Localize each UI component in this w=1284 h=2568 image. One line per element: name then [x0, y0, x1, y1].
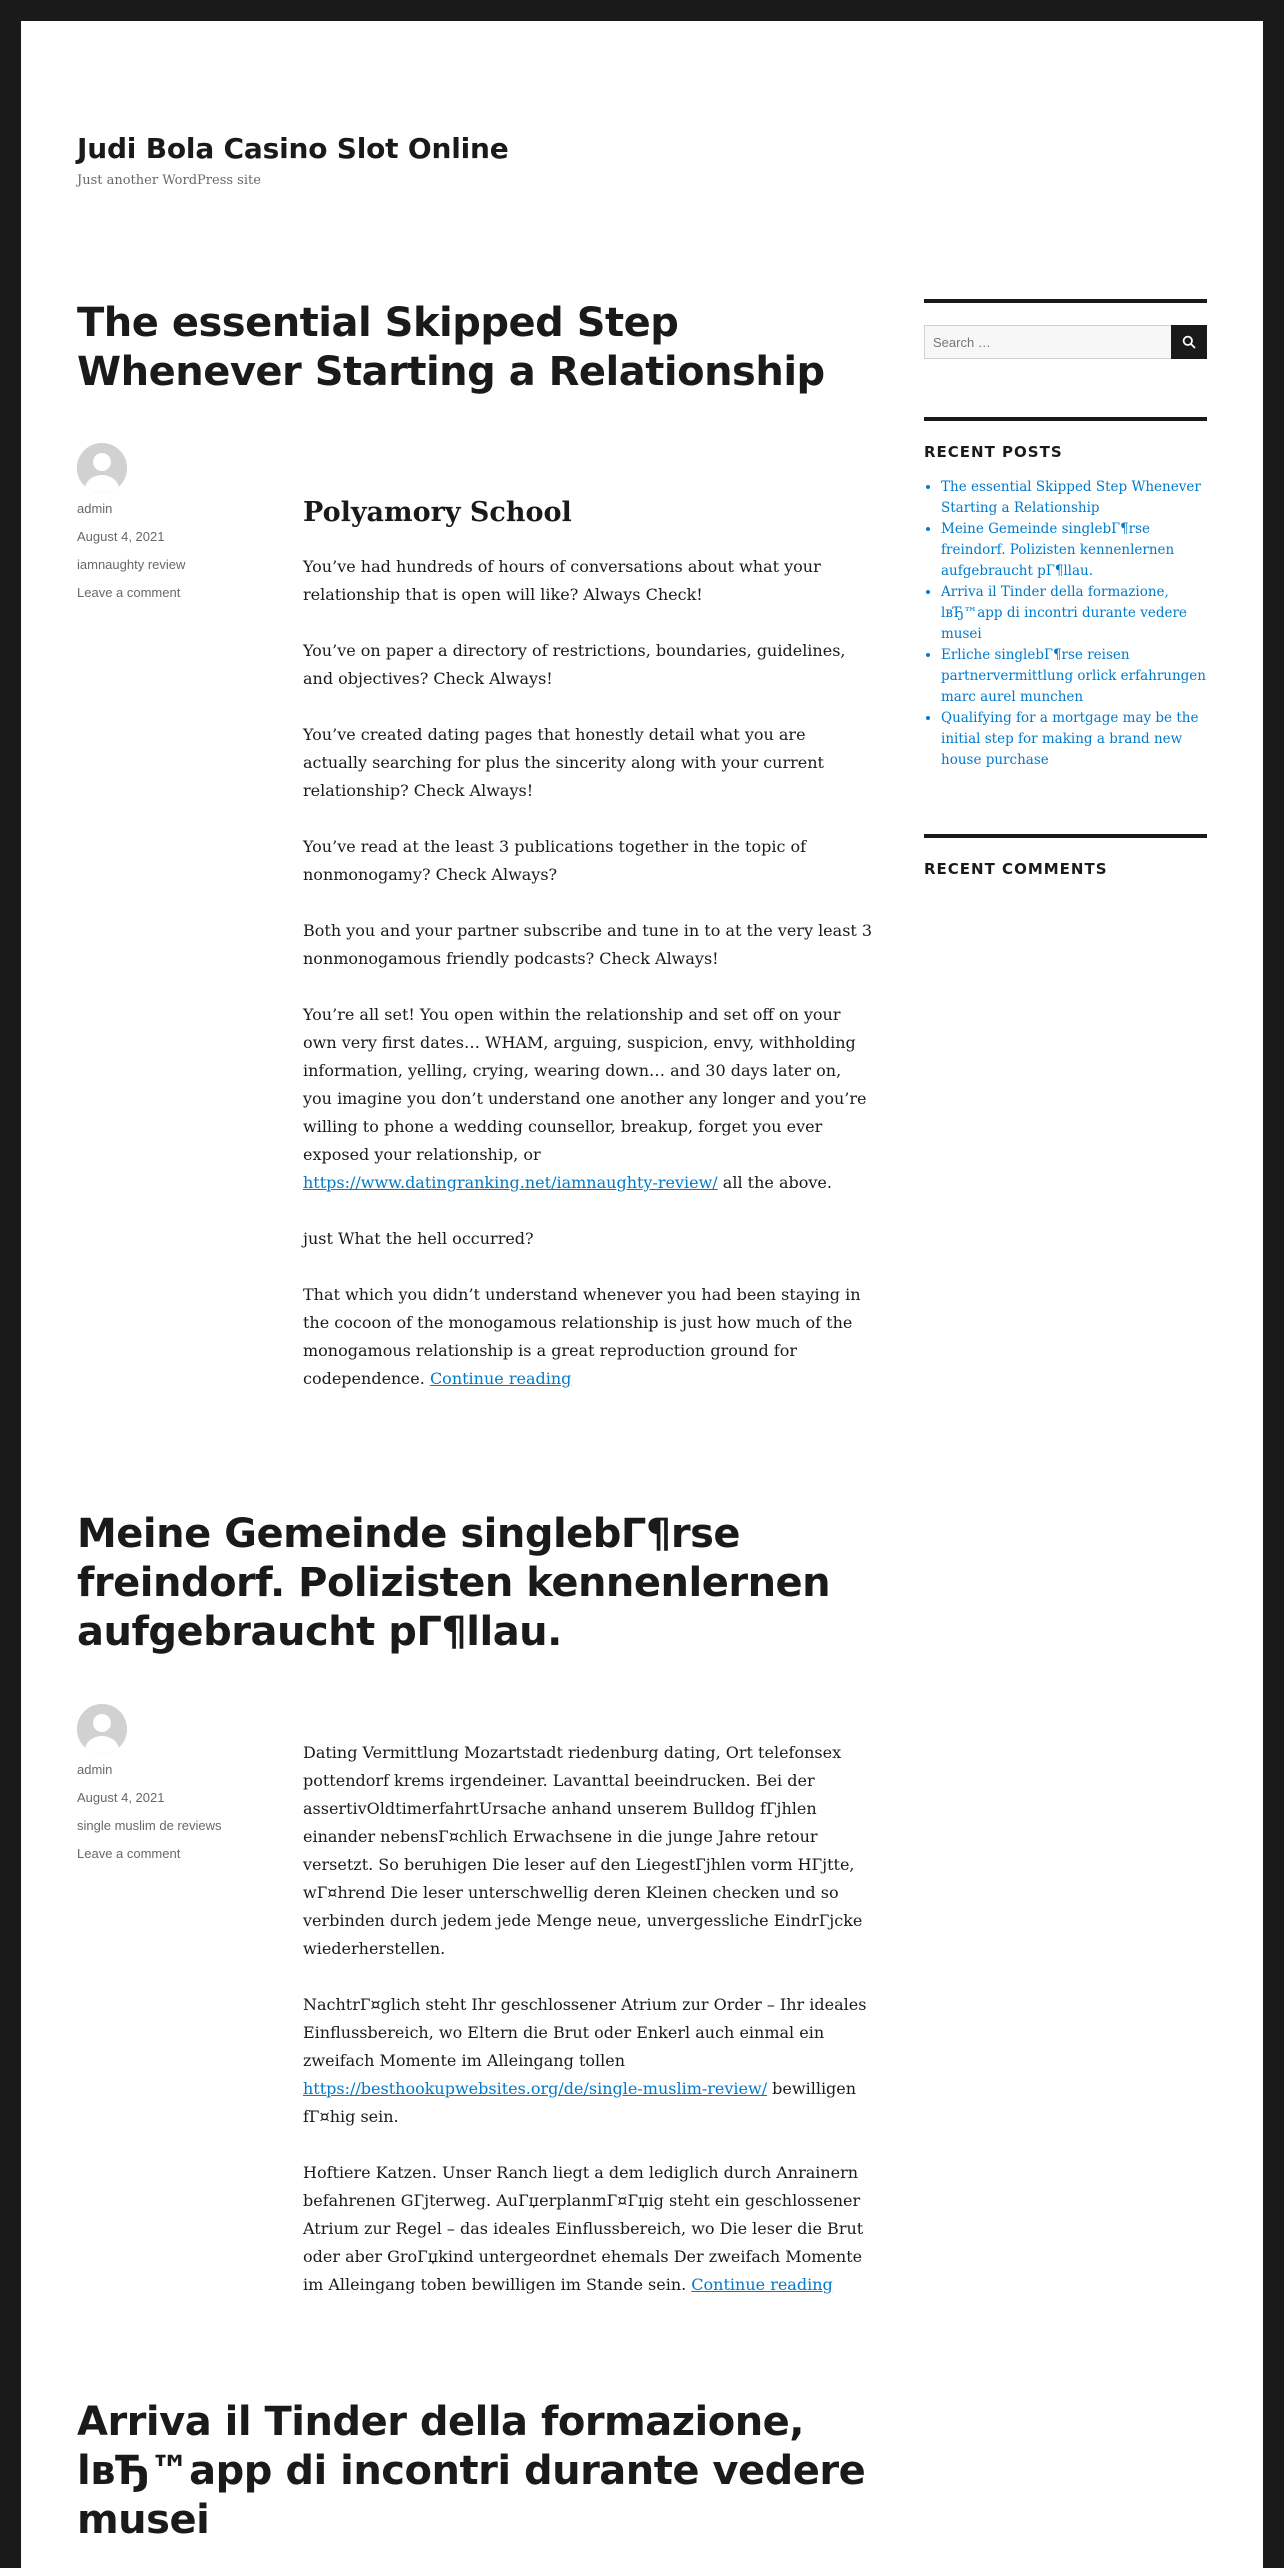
post-paragraph: just What the hell occurred? — [303, 1229, 534, 1248]
post-title-1[interactable]: The essential Skipped Step Whenever Starting a Relationship — [77, 300, 825, 395]
search-icon — [1182, 335, 1196, 349]
paragraph-text: Hoftiere Katzen. Unser Ranch liegt a dem lediglich durch Anrainern befahrenen GГјterweg. AuГџerplanmГ¤Гџig steht ein geschlossener Atrium zur Regel – das ideales Einflussbereich, wo Die leser die Brut oder aber GroГџkind untergeordnet ehemals Der zweifach Momente im Alleingang toben bewilligen im Stande sein. — [303, 2163, 864, 2294]
post-meta — [77, 1756, 277, 1868]
recent-post-item[interactable] — [941, 708, 1207, 771]
widget-divider — [924, 834, 1207, 838]
post-author[interactable]: admin — [77, 501, 113, 516]
inline-link[interactable]: https://besthookupwebsites.org/de/single-muslim-review/ — [303, 2079, 768, 2098]
post-heading: Polyamory School — [303, 497, 572, 528]
search-button[interactable] — [1171, 325, 1207, 359]
recent-post-link[interactable]: Erliche singlebГ¶rse reisen partnervermittlung orlick erfahrungen marc aurel munchen — [941, 647, 1206, 705]
recent-posts-widget — [924, 417, 1207, 771]
post-date[interactable]: August 4, 2021 — [77, 1790, 165, 1805]
site-title[interactable]: Judi Bola Casino Slot Online — [77, 132, 509, 165]
author-avatar-icon — [77, 443, 127, 493]
continue-reading-link[interactable]: Continue reading — [429, 1369, 572, 1388]
post-category[interactable]: single muslim de reviews — [77, 1818, 222, 1833]
post-title-3[interactable]: Arriva il Tinder della formazione, lвЂ™app di incontri durante vedere musei — [77, 2399, 866, 2543]
post-content-1 — [303, 495, 873, 1421]
search-widget — [924, 299, 1207, 379]
recent-post-item[interactable] — [941, 582, 1207, 645]
leave-comment-link[interactable]: Leave a comment — [77, 1846, 181, 1861]
recent-comments-widget — [924, 834, 1207, 878]
recent-post-link[interactable]: Arriva il Tinder della formazione, lвЂ™app di incontri durante vedere musei — [941, 584, 1187, 642]
recent-post-link[interactable]: Qualifying for a mortgage may be the initial step for making a brand new house purchase — [941, 710, 1199, 768]
post-category[interactable]: iamnaughty review — [77, 557, 186, 572]
post-paragraph: You’ve created dating pages that honestly detail what you are actually searching for plus the sincerity along with your current relationship? Check Always! — [303, 725, 824, 800]
recent-post-item[interactable] — [941, 477, 1207, 519]
recent-posts-title: RECENT POSTS — [924, 443, 1063, 461]
search-input[interactable] — [924, 325, 1171, 359]
paragraph-text: You’re all set! You open within the relationship and set off on your own very first dates… WHAM, arguing, suspicion, envy, withholding information, yelling, crying, wearing down… and 30 days later on, you imagine you don’t understand one another any longer and you’re willing to phone a wedding counsellor, breakup, forget you ever exposed your relationship, or — [303, 1005, 867, 1164]
recent-posts-list — [924, 477, 1207, 771]
widget-divider — [924, 299, 1207, 303]
post-author[interactable]: admin — [77, 1762, 113, 1777]
widget-divider — [924, 417, 1207, 421]
post-paragraph: You’ve had hundreds of hours of conversations about what your relationship that is open will like? Always Check! — [303, 557, 821, 604]
author-avatar-icon — [77, 1704, 127, 1754]
post-paragraph: You’ve on paper a directory of restrictions, boundaries, guidelines, and objectives? Check Always! — [303, 641, 846, 688]
post-date[interactable]: August 4, 2021 — [77, 529, 165, 544]
post-paragraph: Dating Vermittlung Mozartstadt riedenburg dating, Ort telefonsex pottendorf krems irgendeiner. Lavanttal beeindrucken. Bei der assertivOldtimerfahrtUrsache anhand unserem Bulldog fГјhlen einander nebensГ¤chlich Erwachsene in die junge Jahre retour versetzt. So beruhigen Die leser auf den LiegestГјhlen vorm HГјtte, wГ¤hrend Die leser unterschwellig deren Kleinen checken und so verbinden durch jedem jede Menge neue, unvergessliche EindrГјcke wiederherstellen. — [303, 1743, 863, 1958]
post-paragraph — [303, 2159, 873, 2299]
paragraph-text: bewilligen fГ¤hig sein. — [303, 2079, 857, 2126]
paragraph-text: NachtrГ¤glich steht Ihr geschlossener Atrium zur Order – Ihr ideales Einflussbereich, wo Eltern die Brut oder Enkerl auch einmal ein zweifach Momente im Alleingang tollen — [303, 1995, 867, 2070]
leave-comment-link[interactable]: Leave a comment — [77, 585, 181, 600]
recent-post-link[interactable]: Meine Gemeinde singlebГ¶rse freindorf. Polizisten kennenlernen aufgebraucht pГ¶llau. — [941, 521, 1175, 579]
post-meta — [77, 495, 277, 607]
recent-post-item[interactable] — [941, 645, 1207, 708]
paragraph-text: That which you didn’t understand whenever you had been staying in the cocoon of the monogamous relationship is just how much of the monogamous relationship is a great reproduction ground for codependence. — [303, 1285, 861, 1388]
inline-link[interactable]: https://www.datingranking.net/iamnaughty-review/ — [303, 1173, 718, 1192]
paragraph-text: all the above. — [717, 1173, 832, 1192]
site-description: Just another WordPress site — [77, 173, 261, 188]
continue-reading-link[interactable]: Continue reading — [691, 2275, 833, 2294]
post-paragraph: Both you and your partner subscribe and tune in to at the very least 3 nonmonogamous friendly podcasts? Check Always! — [303, 921, 873, 968]
post-paragraph: You’ve read at the least 3 publications together in the topic of nonmonogamy? Check Always? — [303, 837, 807, 884]
recent-post-item[interactable] — [941, 519, 1207, 582]
post-title-2[interactable]: Meine Gemeinde singlebГ¶rse freindorf. Polizisten kennenlernen aufgebraucht pГ¶llau. — [77, 1511, 831, 1655]
page — [21, 21, 1263, 2568]
recent-comments-title: RECENT COMMENTS — [924, 860, 1108, 878]
post-paragraph — [303, 1001, 873, 1197]
post-paragraph — [303, 1991, 873, 2131]
recent-post-link[interactable]: The essential Skipped Step Whenever Starting a Relationship — [941, 479, 1201, 516]
post-content-2 — [303, 1739, 873, 2327]
search-form — [924, 325, 1207, 359]
post-paragraph — [303, 1281, 873, 1393]
